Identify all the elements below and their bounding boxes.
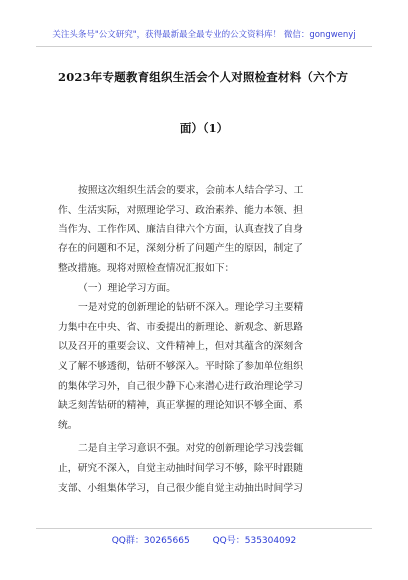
body-line-8: 力集中在中央、省、市委提出的新理论、新观念、新思路	[58, 322, 303, 333]
body-line-3: 当作为、工作作风、廉洁自律六个方面，认真查找了自身	[58, 224, 303, 235]
body-line-14: 二是自主学习意识不强。对党的创新理论学习浅尝辄	[78, 443, 304, 454]
page-header-banner: 关注头条号"公文研究"，获得最新最全最专业的公文资料库！ 微信：gongwenyj	[52, 30, 356, 40]
body-line-12: 缺乏刻苦钻研的精神，真正掌握的理论知识不够全面、系	[58, 400, 303, 411]
footer-divider	[36, 528, 372, 529]
body-line-5: 整改措施。现将对照检查情况汇报如下：	[58, 263, 235, 274]
body-line-4: 存在的问题和不足，深刻分析了问题产生的原因，制定了	[58, 243, 303, 254]
body-line-2: 作、生活实际，对照理论学习、政治素养、能力本领、担	[58, 205, 303, 216]
body-line-16: 支部、小组集体学习，自己很少能自觉主动抽出时间学习	[58, 483, 303, 494]
body-line-1: 按照这次组织生活会的要求，会前本人结合学习、工	[78, 185, 304, 196]
body-line-9: 以及召开的重要会议、文件精神上，但对其蕴含的深刻含	[58, 341, 303, 352]
footer-qq-group: QQ群：30265665	[111, 536, 190, 546]
document-title-line-1: 2023年专题教育组织生活会个人对照检查材料（六个方	[58, 70, 349, 84]
page-footer	[0, 533, 408, 546]
body-line-7: 一是对党的创新理论的钻研不深入。理论学习主要精	[78, 302, 304, 313]
body-line-10: 义了解不够透彻，钻研不够深入。平时除了参加单位组织	[58, 361, 303, 372]
section-heading-theory-study: （一）理论学习方面。	[78, 283, 176, 294]
body-line-15: 止，研究不深入，自觉主动抽时间学习不够，除平时跟随	[58, 463, 303, 474]
header-divider	[36, 46, 372, 47]
body-line-11: 的集体学习外，自己很少静下心来潜心进行政治理论学习	[58, 381, 303, 392]
document-title-line-2: 面）（1）	[179, 121, 229, 135]
body-line-13: 统。	[58, 420, 78, 431]
footer-qq-number: QQ号：535304092	[212, 536, 297, 546]
